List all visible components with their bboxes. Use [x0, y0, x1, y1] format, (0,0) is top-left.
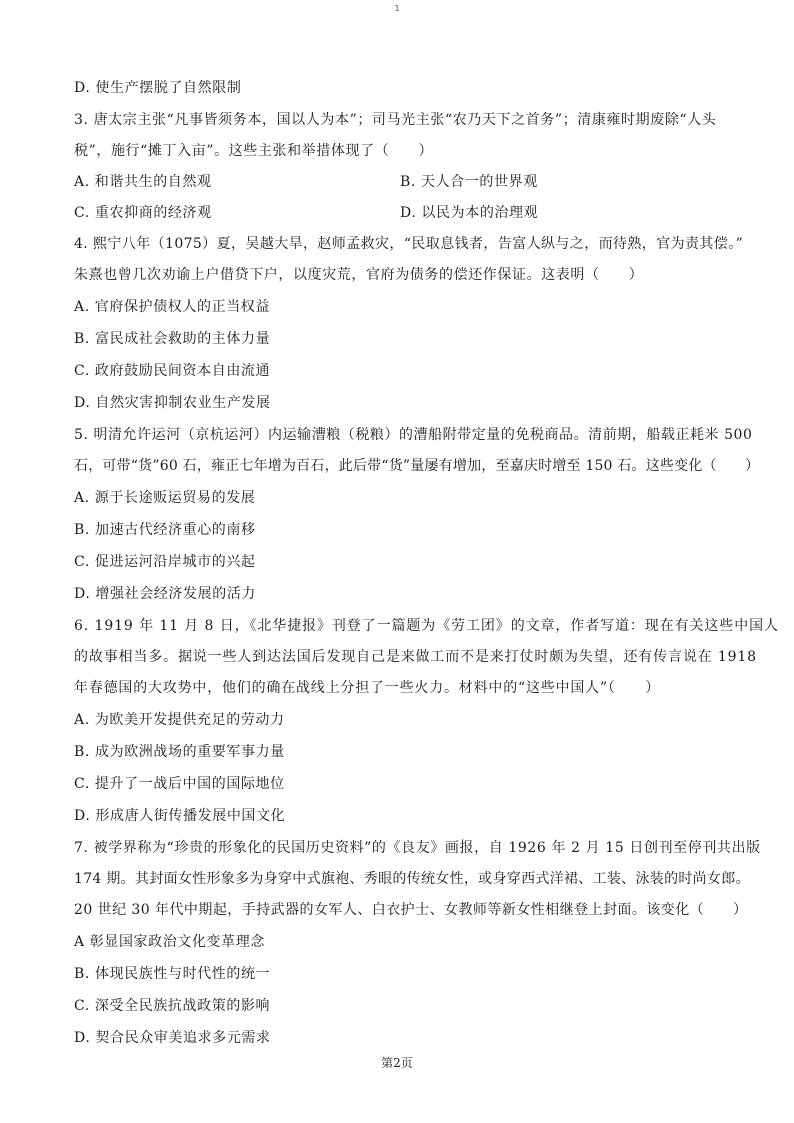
q4-stem-line1: 4. 熙宁八年（1075）夏，吴越大旱，赵师孟救灾，“民取息钱者，告富人纵与之，而待熟，官为责其偿。”: [74, 236, 744, 252]
q7-stem-line3: 20 世纪 30 年代中期起，手持武器的女军人、白衣护士、女教师等新女性相继登上封面。该变化（ ）: [74, 902, 748, 918]
q3-options-row1: [74, 172, 730, 192]
exam-content: [74, 78, 779, 1048]
q5-option-c: C. 促进运河沿岸城市的兴起: [74, 554, 256, 570]
q7-option-b: B. 体现民族性与时代性的统一: [74, 966, 271, 982]
q3-stem-line1: 3. 唐太宗主张“凡事皆须务本，国以人为本”；司马光主张“农乃天下之首务”；清康雍时期废除“人头: [74, 112, 717, 128]
q6-stem-line3: 年春德国的大攻势中，他们的确在战线上分担了一些火力。材料中的“这些中国人”（ ）: [74, 680, 661, 696]
q4-stem-line2: 朱熹也曾几次劝谕上户借贷下户，以度灾荒，官府为债务的偿还作保证。这表明（ ）: [74, 267, 644, 283]
q7-option-c: C. 深受全民族抗战政策的影响: [74, 998, 271, 1014]
q6-stem-line2: 的故事相当多。据说一些人到达法国后发现自己是来做工而不是来打仗时颇为失望，还有传言说在 1918: [74, 649, 757, 665]
q3-option-b: B. 天人合一的世界观: [400, 174, 538, 190]
q4-option-b: B. 富民成社会救助的主体力量: [74, 331, 271, 347]
q2-option-d: D. 使生产摆脱了自然限制: [74, 80, 242, 96]
q4-option-c: C. 政府鼓励民间资本自由流通: [74, 363, 271, 379]
q7-option-d: D. 契合民众审美追求多元需求: [74, 1030, 271, 1046]
q4-option-a: A. 官府保护债权人的正当权益: [74, 299, 271, 315]
q5-option-b: B. 加速古代经济重心的南移: [74, 522, 256, 538]
q3-option-a: A. 和谐共生的自然观: [74, 174, 212, 190]
q6-option-a: A. 为欧美开发提供充足的劳动力: [74, 712, 285, 728]
q7-stem-line2: 174 期。其封面女性形象多为身穿中式旗袍、秀眼的传统女性，或身穿西式洋裙、工装、泳装的时尚女郎。: [74, 871, 750, 887]
q5-stem-line2: 石，可带“货”60 石，雍正七年增为百石，此后带“货”量屡有增加，至嘉庆时增至 150 石。这些变化（ ）: [74, 458, 760, 474]
page-header-mark: 1: [394, 4, 400, 13]
page-number: 第2页: [381, 1056, 413, 1070]
q7-stem-line1: 7. 被学界称为“珍贵的形象化的民国历史资料”的《良友》画报，自 1926 年 2 月 15 日创刊至停刊共出版: [74, 840, 761, 856]
q3-option-d: D. 以民为本的治理观: [400, 205, 539, 221]
q5-option-a: A. 源于长途贩运贸易的发展: [74, 490, 256, 506]
q6-option-d: D. 形成唐人街传播发展中国文化: [74, 808, 286, 824]
q6-option-c: C. 提升了一战后中国的国际地位: [74, 776, 285, 792]
q6-stem-line1: 6. 1919 年 11 月 8 日，《北华捷报》刊登了一篇题为《劳工团》的文章，作者写道：现在有关这些中国人: [74, 618, 779, 634]
q6-option-b: B. 成为欧洲战场的重要军事力量: [74, 744, 285, 760]
q3-stem-line2: 税”，施行“摊丁入亩”。这些主张和举措体现了（ ）: [74, 143, 434, 159]
q3-option-c: C. 重农抑商的经济观: [74, 205, 212, 221]
q5-stem-line1: 5. 明清允许运河（京杭运河）内运输漕粮（税粮）的漕船附带定量的免税商品。清前期，船载正耗米 500: [74, 427, 753, 443]
q7-option-a: A 彰显国家政治文化变革理念: [74, 934, 265, 950]
q5-option-d: D. 增强社会经济发展的活力: [74, 586, 257, 602]
q3-options-row2: [74, 203, 730, 223]
q4-option-d: D. 自然灾害抑制农业生产发展: [74, 395, 271, 411]
